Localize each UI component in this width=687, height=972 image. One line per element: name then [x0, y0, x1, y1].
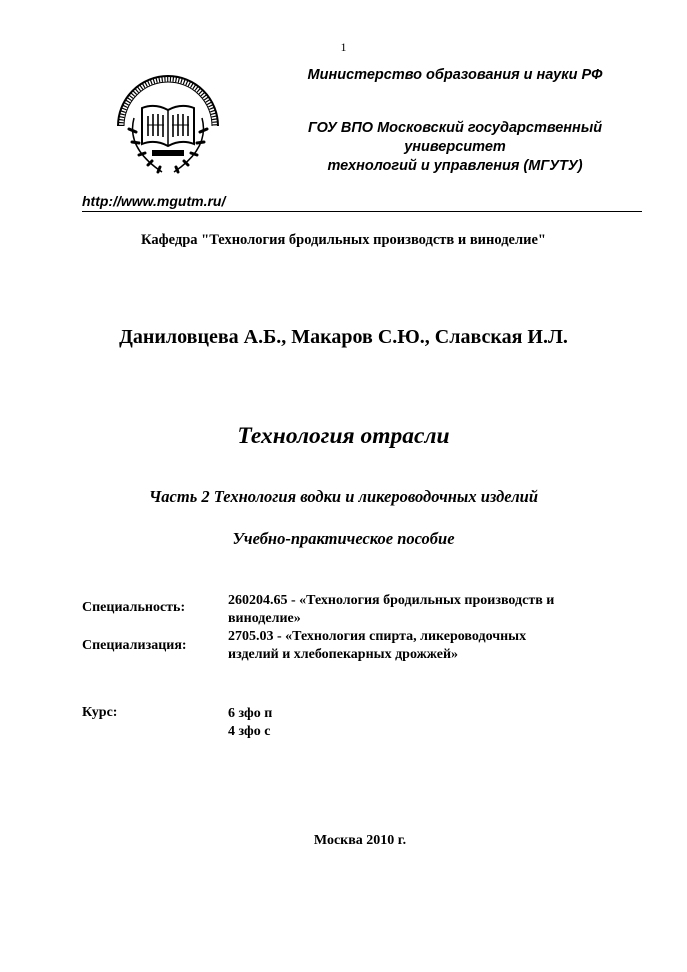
page-number: 1: [340, 40, 347, 54]
specialization-line: 2705.03 - «Технология спирта, ликероводочных: [228, 629, 527, 644]
part-title: Часть 2 Технология водки и ликероводочных изделий: [148, 487, 539, 506]
ministry-name: Министерство образования и науки РФ: [307, 67, 603, 83]
specialization-value: [228, 628, 618, 664]
specialty-line: виноделие»: [228, 611, 301, 626]
document-title: Технология отрасли: [237, 423, 450, 449]
university-line: технологий и управления (МГУТУ): [327, 158, 583, 174]
specialization-label: Специализация:: [82, 638, 187, 653]
university-name: [265, 119, 645, 176]
department-name: Кафедра "Технология бродильных производств и виноделие": [141, 232, 546, 248]
website-url[interactable]: http://www.mgutm.ru/: [82, 193, 226, 209]
header-divider: [82, 211, 642, 212]
course-line: 6 зфо п: [228, 706, 273, 721]
specialty-line: 260204.65 - «Технология бродильных производств и: [228, 593, 555, 608]
course-value: [228, 705, 618, 741]
specialty-label: Специальность:: [82, 600, 186, 615]
specialty-value: [228, 592, 618, 628]
university-line: университет: [404, 139, 506, 155]
university-emblem-icon: [112, 68, 224, 180]
city-year: Москва 2010 г.: [313, 833, 407, 848]
course-line: 4 зфо с: [228, 724, 271, 739]
university-line: ГОУ ВПО Московский государственный: [307, 120, 603, 136]
document-type: Учебно-практическое пособие: [232, 529, 455, 548]
authors: Даниловцева А.Б., Макаров С.Ю., Славская И.Л.: [119, 326, 568, 348]
course-label: Курс:: [82, 705, 118, 720]
specialization-line: изделий и хлебопекарных дрожжей»: [228, 647, 459, 662]
